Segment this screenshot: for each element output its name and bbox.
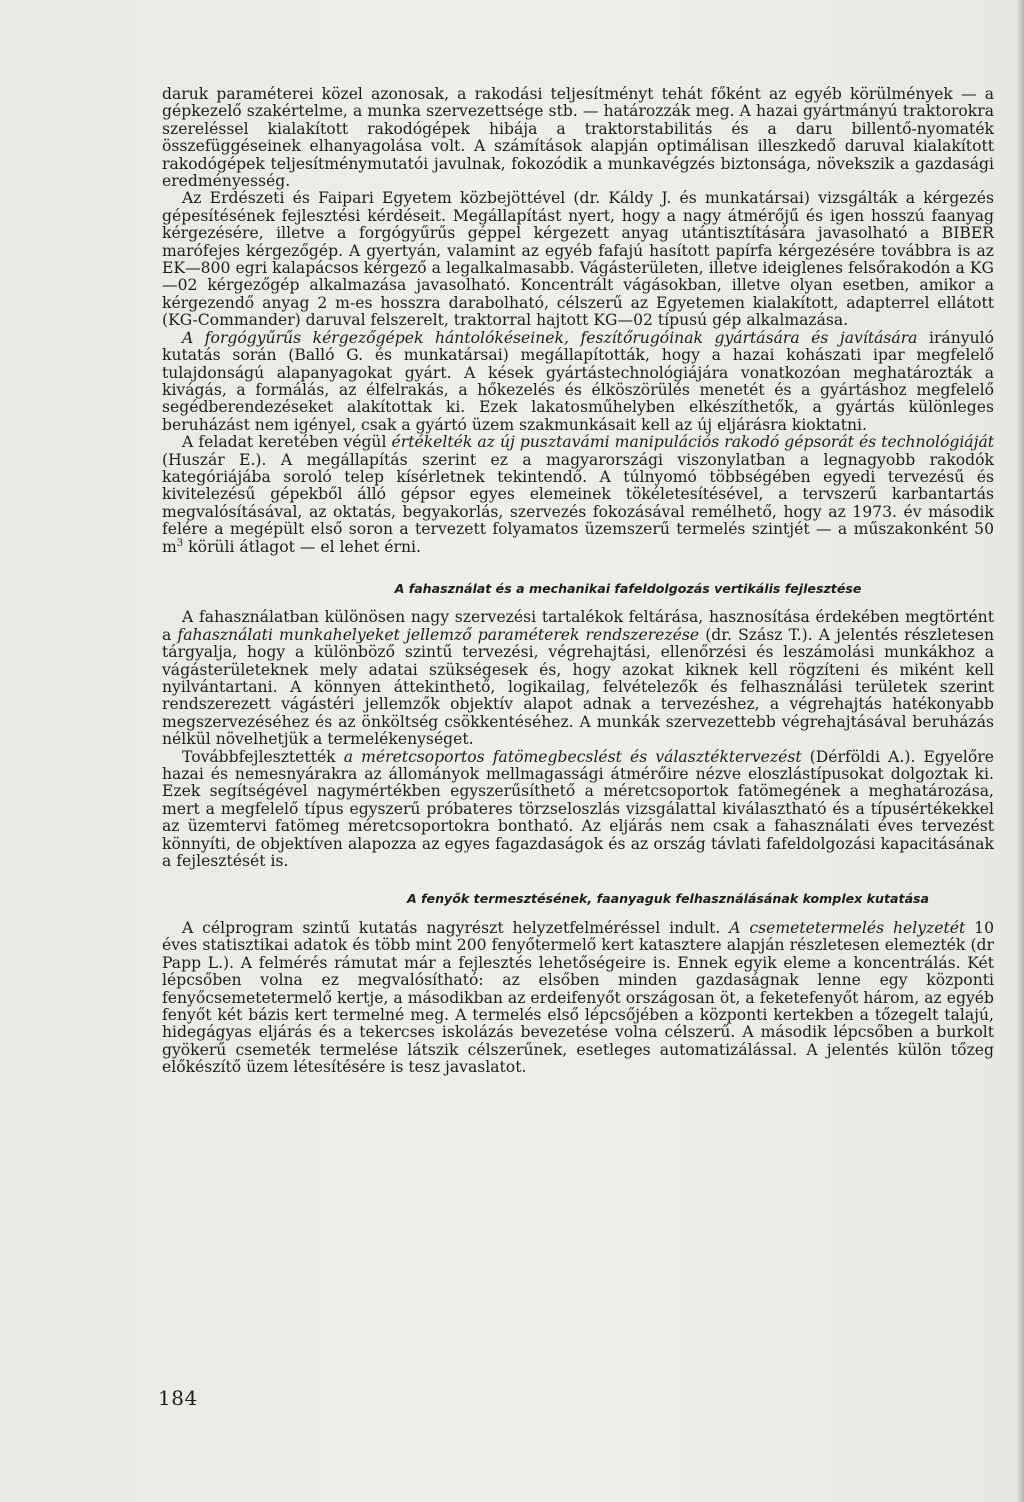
emphasis-text: a méretcsoportos fatömegbecslést és választéktervezést: [343, 747, 802, 766]
paragraph: [162, 190, 994, 329]
paragraph-text: daruk paraméterei közel azonosak, a rakodási teljesítményt tehát főként az egyéb körülmények — a gépkezelő szakértelme, a munka szervezettsége stb. — határozzák meg. A hazai gyártmányú traktorokra szereléssel kialakított rakodógépek hibája a traktorstabilitás és a daru billentő-nyomaték összefüggéseinek elhanyagolása volt. A számítások alapján optimálisan illeszkedő daruval kialakított rakodógépek teljesítménymutatói javulnak, fokozódik a munkavégzés biztonsága, növekszik a gazdasági eredményesség.: [162, 85, 994, 191]
paragraph-text: Továbbfejlesztették: [182, 747, 344, 766]
paragraph-text: A feladat keretében végül: [182, 433, 392, 452]
superscript: 3: [176, 537, 184, 549]
paragraph-text: A célprogram szintű kutatás nagyrészt helyzetfelméréssel indult.: [182, 918, 730, 937]
paragraph: [162, 609, 994, 748]
section-heading: A fenyők termesztésének, faanyaguk felhasználásának komplex kutatása: [406, 891, 930, 907]
paragraph-text: (Huszár E.). A megállapítás szerint ez a magyarországi viszonylatban a legnagyobb rakodók kategóriájába soroló telep kísérletnek tekintendő. A túlnyomó többségében egyedi tervezésű és kivitelezésű gépekből álló gépsor egyes elemeinek tökéletesítésével, a tervszerű karbantartás megvalósításával, az oktatás, begyakorlás, szervezés fokozásával remélhető, hogy az 1973. év második felére a megépült első soron a tervezett folyamatos üzemszerű termelés szintjét — a műszakonként 50 m: [162, 450, 994, 556]
paragraph-text: irányuló kutatás során (Balló G. és munkatársai) megállapították, hogy a hazai kohászati ipar megfelelő tulajdonságú alapanyagokat gyárt. A kések gyártástechnológiájára vonatkozóan meghatározták a kivágás, a formálás, az élfelrakás, a hőkezelés és élköszörülés menetét és a gyártáshoz megfelelő segédberendezéseket alakítottak ki. Ezek lakatosműhelyben elkészíthetők, a gyártás különleges beruházást nem igényel, csak a gyártó üzem szakmunkásait kell az új eljárásra kioktatni.: [162, 328, 994, 434]
paragraph: [162, 330, 994, 434]
paragraph-text: Az Erdészeti és Faipari Egyetem közbejöttével (dr. Káldy J. és munkatársai) vizsgálták a kérgezés gépesítésének fejlesztési kérdéseit. Megállapítást nyert, hogy a nagy átmérőjű és igen hosszú faanyag kérgezésére, illetve a forgógyűrűs géppel kérgezett anyag utántisztítására javasolható a BIBER marófejes kérgezőgép. A gyertyán, valamint az egyéb fafajú hasított papírfa kérgezésére továbbra is az EK—800 egri kalapácsos kérgező a legalkalmasabb. Vágásterületen, illetve ideiglenes felsőrakodón a KG—02 kérgezőgép alkalmazása javasolható. Koncentrált vágásokban, illetve olyan esetben, amikor a kérgezendő anyag 2 m-es hosszra darabolható, célszerű az Egyetemen kialakított, adapterrel ellátott (KG-Commander) daruval felszerelt, traktorral hajtott KG—02 típusú gép alkalmazása.: [162, 189, 994, 330]
paragraph: [162, 749, 994, 871]
paragraph-text: 10 éves statisztikai adatok és több mint 200 fenyőtermelő kert katasztere alapján részletesen elemezték (dr Papp L.). A felmérés rámutat már a fejlesztés lehetőségeire is. Ennek egyik eleme a koncentrálás. Két lépcsőben volna ez megvalósítható: az elsőben minden gazdaságnak lenne egy központi fenyőcsemetetermelő kertje, a másodikban az erdeifenyőt országosan öt, a feketefenyőt három, az egyéb fenyőt két bázis kert termelné meg. A termelés első lépcsőjében a központi kertekben a tőzegelt talajú, hidegágyas eljárás és a tekercses iskolázás bevezetése volna célszerű. A második lépcsőben a burkolt gyökerű csemeték termelése látszik célszerűnek, esetleges automatizálással. A jelentés külön tőzeg előkészítő üzem létesítésére is tesz javaslatot.: [162, 918, 994, 1077]
emphasis-text: értékelték az új pusztavámi manipulációs rakodó gépsorát és technológiáját: [391, 433, 995, 452]
paragraph-text: körüli átlagot — el lehet érni.: [183, 537, 421, 556]
paragraph-text: (Dérföldi A.). Egyelőre hazai és nemesnyárakra az állományok mellmagassági átmérőire nézve eloszlástípusokat dolgoztak ki. Ezek segítségével nagymértékben egyszerűsíthető a méretcsoportok fatömegének a meghatározása, mert a megfelelő típus egyszerű próbateres törzseloszlás vizsgálattal kiválasztható és a típusértékekkel az üzemtervi fatömeg méretcsoportokra bontható. Az eljárás nem csak a fahasználati éves tervezést könnyíti, de objektíven alapozza az egyes fagazdaságok és az ország távlati fafeldolgozási kapacitásának a fejlesztését is.: [162, 747, 994, 871]
page-number: 184: [158, 1386, 198, 1410]
paragraph: [162, 920, 994, 1077]
paragraph-text: A fahasználatban különösen nagy szervezési tartalékok feltárása, hasznosítása érdekében megtörtént a: [162, 608, 994, 644]
paragraph: [162, 434, 994, 556]
body-text: [162, 86, 994, 1077]
paragraph-text: (dr. Szász T.). A jelentés részletesen tárgyalja, hogy a különböző szintű tervezési, végrehajtási, ellenőrzési és leszámolási munkákhoz a vágásterületeknek mely adatai szükségesek és, hogy azokat kiknek kell rögzíteni és miként kell nyilvántartani. A könnyen áttekinthető, logikailag, felvételezők és felhasználási területek szerint rendszerezett vágástéri jellemzők objektív alapot adnak a tervezéshez, a végrehajtás hatékonyabb megszervezéséhez és az önköltség csökkentéséhez. A munkák szervezettebb végrehajtásával beruházás nélkül növelhetjük a termelékenységet.: [162, 625, 994, 749]
page-edge-shadow: [1016, 0, 1024, 1502]
emphasis-text: fahasználati munkahelyeket jellemző paraméterek rendszerezése: [177, 625, 700, 644]
section-heading: A fahasználat és a mechanikai fafeldolgozás vertikális fejlesztése: [394, 580, 862, 596]
paragraph: [162, 86, 994, 190]
emphasis-text: A forgógyűrűs kérgezőgépek hántolókéseinek, feszítőrugóinak gyártására és javítására: [182, 328, 918, 347]
emphasis-text: A csemetetermelés helyzetét: [729, 918, 966, 937]
